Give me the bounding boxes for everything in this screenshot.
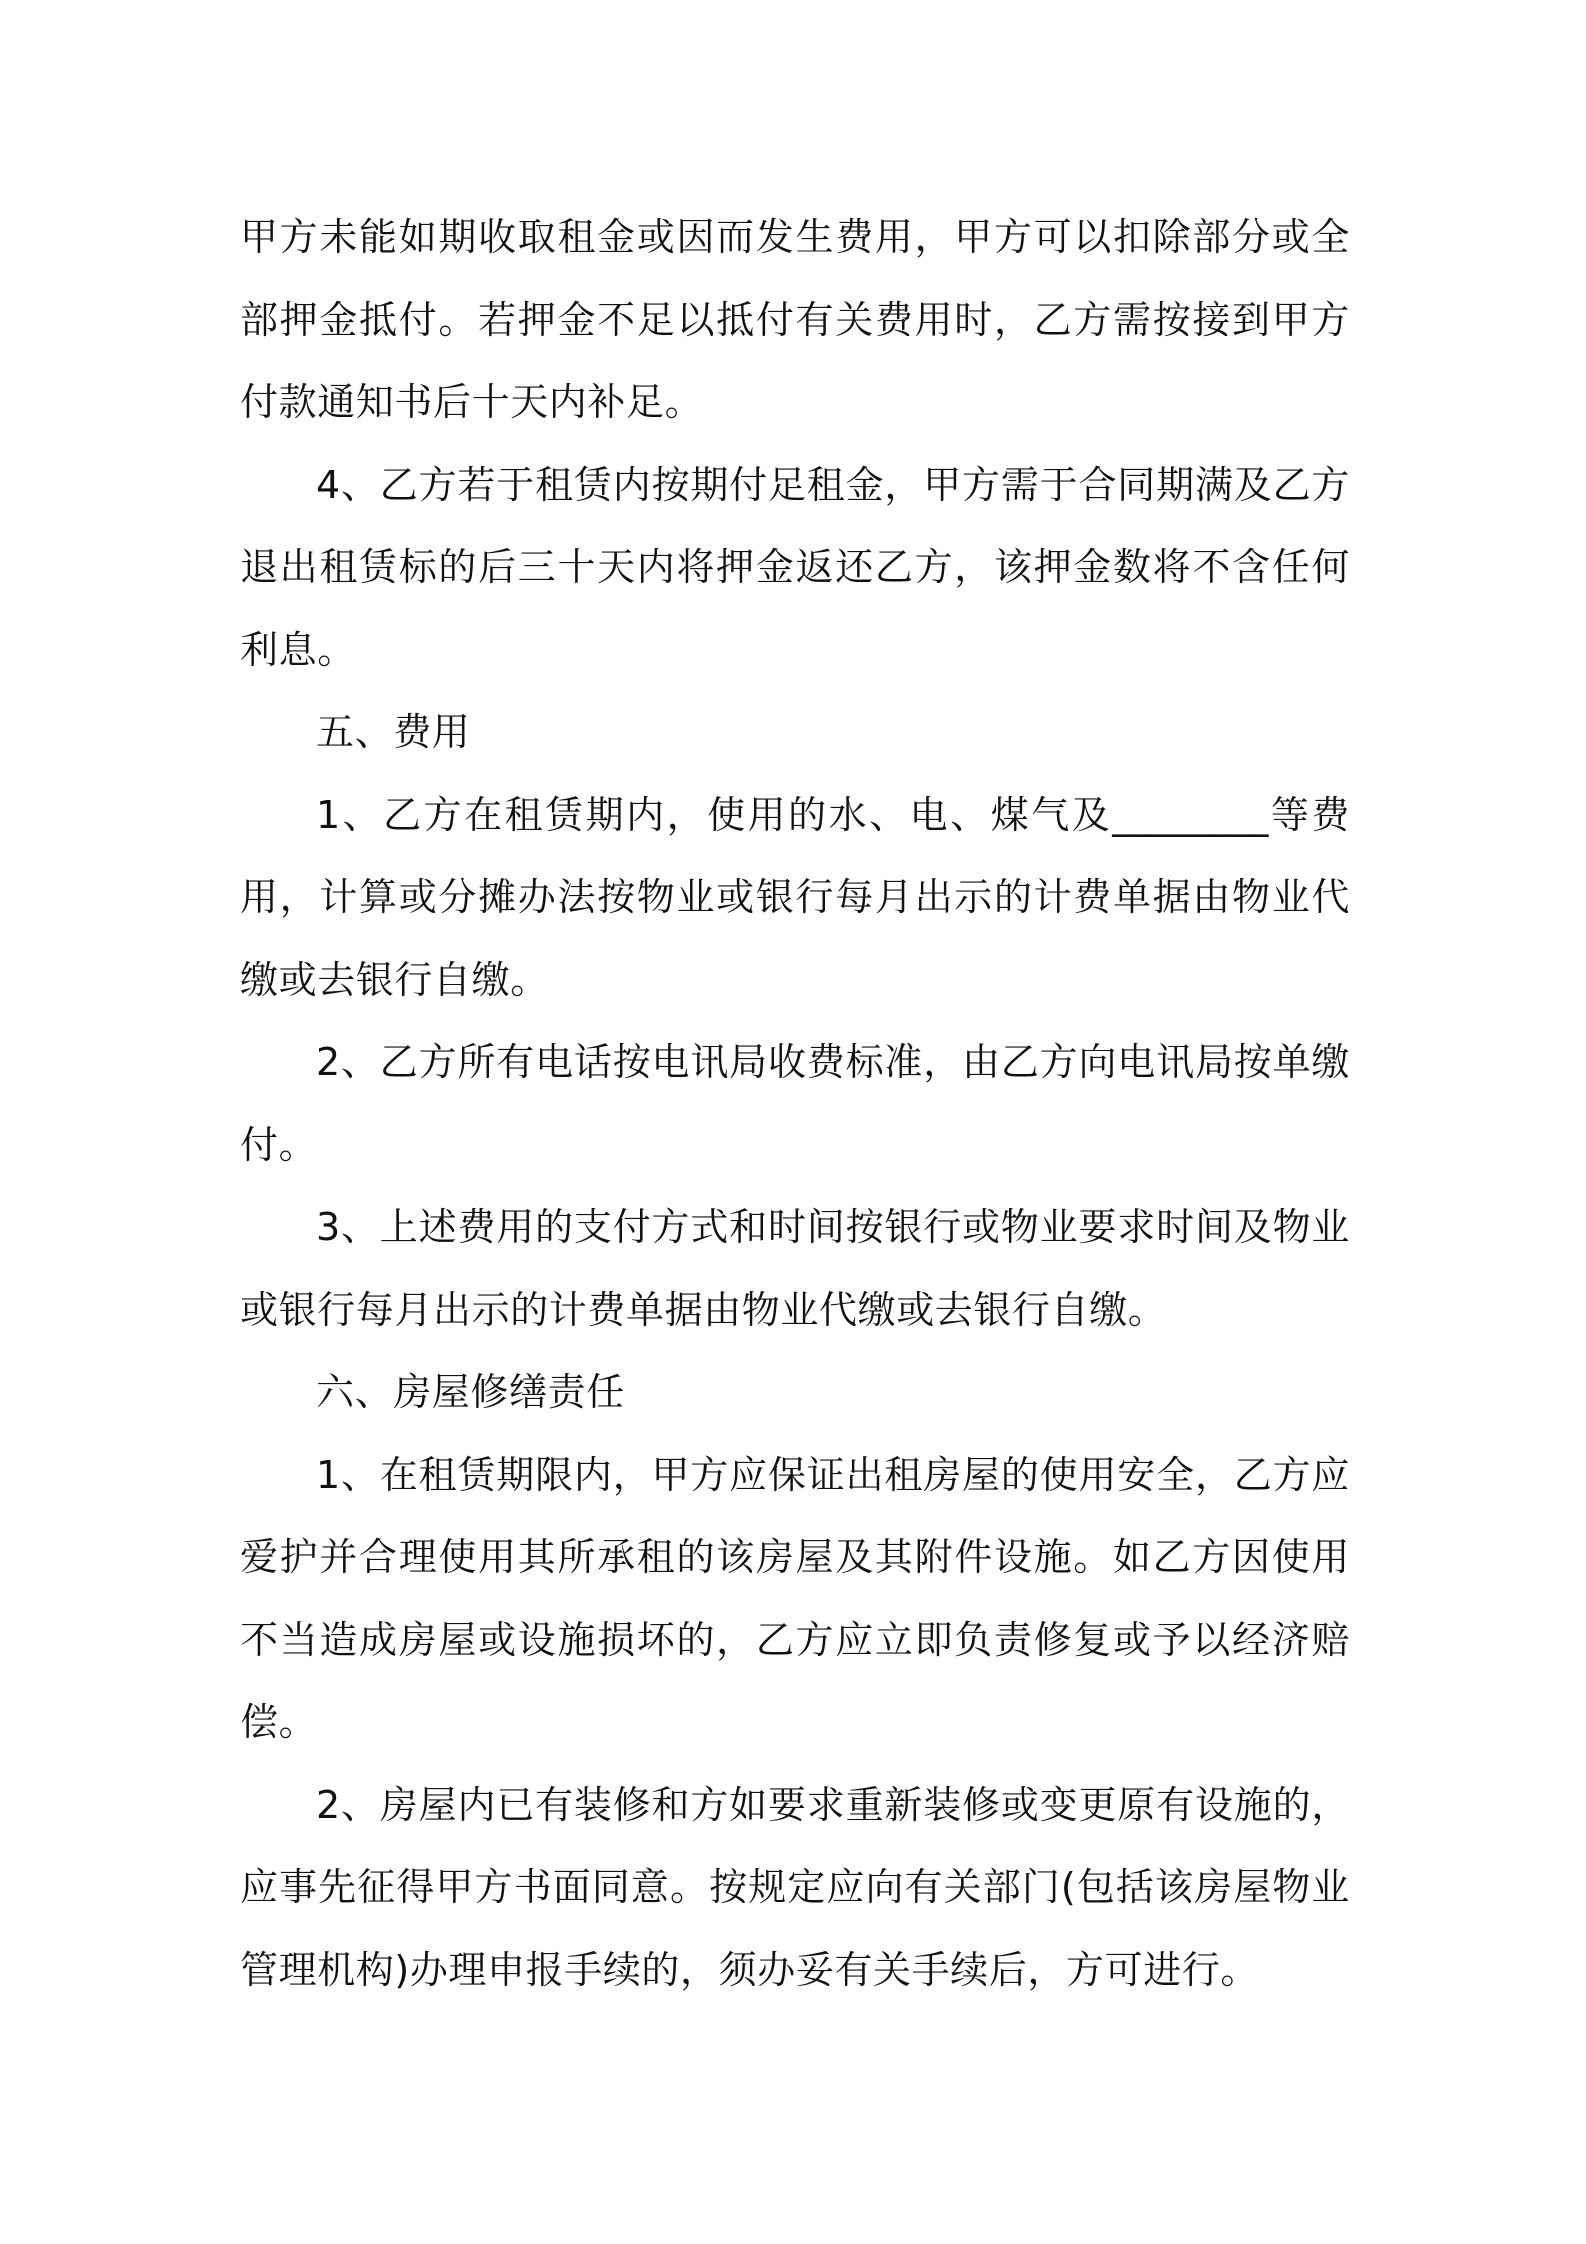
paragraph-6: 3、上述费用的支付方式和时间按银行或物业要求时间及物业或银行每月出示的计费单据由物业代缴或去银行自缴。 — [240, 1205, 1350, 1332]
paragraph-5: 2、乙方所有电话按电讯局收费标准，由乙方向电讯局按单缴付。 — [240, 1040, 1350, 1167]
paragraph-4: 1、乙方在租赁期内，使用的水、电、煤气及________等费用，计算或分摊办法按物业或银行每月出示的计费单据由物业代缴或去银行自缴。 — [240, 792, 1350, 1002]
paragraph-1: 甲方未能如期收取租金或因而发生费用，甲方可以扣除部分或全部押金抵付。若押金不足以抵付有关费用时，乙方需按接到甲方付款通知书后十天内补足。 — [240, 215, 1350, 424]
section-heading-repair: 六、房屋修缮责任 — [316, 1370, 625, 1414]
paragraph-2: 4、乙方若于租赁内按期付足租金，甲方需于合同期满及乙方退出租赁标的后三十天内将押金返还乙方，该押金数将不含任何利息。 — [240, 462, 1350, 672]
document-page — [240, 196, 1350, 2011]
paragraph-8: 1、在租赁期限内，甲方应保证出租房屋的使用安全，乙方应爱护并合理使用其所承租的该房屋及其附件设施。如乙方因使用不当造成房屋或设施损坏的，乙方应立即负责修复或予以经济赔偿。 — [240, 1452, 1350, 1744]
paragraph-9: 2、房屋内已有装修和方如要求重新装修或变更原有设施的，应事先征得甲方书面同意。按规定应向有关部门(包括该房屋物业管理机构)办理申报手续的，须办妥有关手续后，方可进行。 — [240, 1782, 1350, 1992]
section-heading-fees: 五、费用 — [316, 710, 471, 754]
